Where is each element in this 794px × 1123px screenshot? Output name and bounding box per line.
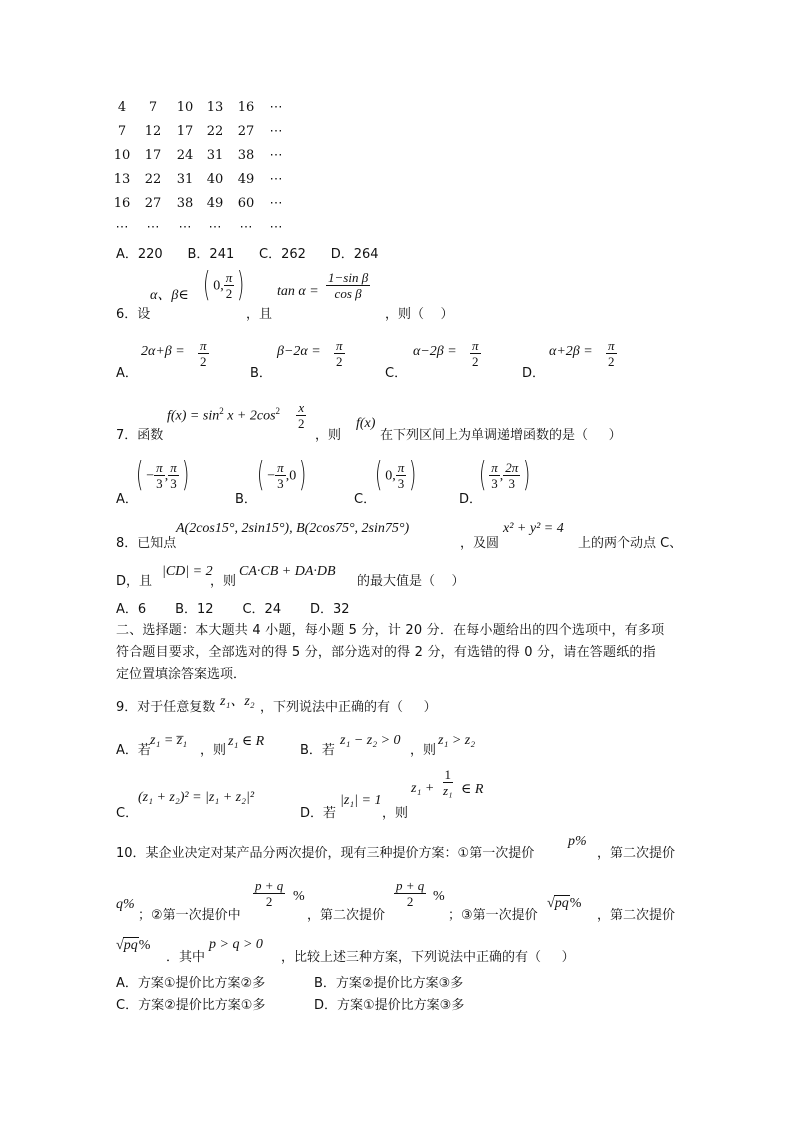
q8-prefix: 8．已知点 bbox=[116, 536, 177, 551]
q8-line2-suffix: 的最大值是（ ） bbox=[357, 574, 465, 589]
q7-func-frac: $\frac{x}{2}$ bbox=[298, 400, 305, 431]
grid-cell: 17 bbox=[144, 148, 162, 163]
grid-cell: ⋯ bbox=[269, 196, 283, 211]
grid-cell: 38 bbox=[176, 196, 194, 211]
grid-cell: 31 bbox=[206, 148, 224, 163]
q6-prefix: 6．设 bbox=[116, 307, 151, 322]
grid-cell: ⋯ bbox=[269, 124, 283, 139]
q6-option-a-label: A． bbox=[116, 366, 138, 381]
grid-cell: ⋯ bbox=[178, 220, 192, 235]
grid-cell: 22 bbox=[144, 172, 162, 187]
q10-pct-2: % bbox=[433, 889, 445, 904]
q9-a-res: z₁ ∈ R bbox=[228, 734, 265, 749]
q10-l2d: ，第二次提价 bbox=[597, 908, 676, 923]
q10-option-c: C．方案②提价比方案①多 bbox=[116, 998, 266, 1013]
section-2-line-3: 定位置填涂答案选项． bbox=[116, 667, 247, 682]
grid-cell: 10 bbox=[176, 100, 194, 115]
q6-suffix: ，则（ ） bbox=[385, 307, 454, 322]
q10-option-a: A．方案①提价比方案②多 bbox=[116, 976, 266, 991]
q9-d-label: D．若 bbox=[300, 806, 337, 821]
q10-p-pct: p% bbox=[568, 834, 587, 849]
q6-frac-num: 1−sin β bbox=[328, 270, 369, 285]
q10-l2c: ；③第一次提价 bbox=[448, 908, 538, 923]
q10-line-1-end: ，第二次提价 bbox=[597, 846, 676, 861]
q10-sqrt-1: √pq% bbox=[547, 896, 582, 911]
q10-l2a: ；②第一次提价中 bbox=[138, 908, 241, 923]
q9-b-cond: z₁ − z₂ > 0 bbox=[340, 733, 401, 748]
grid-cell: ⋯ bbox=[115, 220, 129, 235]
q6-option-d-frac: $\frac{\pi}{2}$ bbox=[608, 338, 615, 369]
q8-cd: |CD| = 2 bbox=[162, 564, 213, 579]
q8-line2-mid: ，则 bbox=[210, 574, 237, 589]
grid-cell: 13 bbox=[113, 172, 131, 187]
q10-l3a: ．其中 bbox=[166, 950, 206, 965]
q5-options: A．220 B．241 C．262 D．264 bbox=[116, 247, 379, 262]
q6-pi: π bbox=[225, 269, 233, 285]
grid-cell: 49 bbox=[237, 172, 255, 187]
q6-option-b-label: B． bbox=[250, 366, 272, 381]
q7-fx: f(x) bbox=[356, 416, 376, 431]
grid-cell: 17 bbox=[176, 124, 194, 139]
q9-c-label: C． bbox=[116, 806, 139, 821]
q6-option-b-frac: $\frac{\pi}{2}$ bbox=[336, 338, 343, 369]
q7-then: ，则 bbox=[315, 428, 342, 443]
q7-function: $f(x) = \sin^2 x + 2\cos^2$ bbox=[167, 406, 281, 424]
grid-cell: 12 bbox=[144, 124, 162, 139]
q9-vars: z₁、z₂ bbox=[220, 694, 255, 709]
grid-cell: ⋯ bbox=[146, 220, 160, 235]
grid-cell: ⋯ bbox=[269, 100, 283, 115]
q10-l2b: ，第二次提价 bbox=[307, 908, 386, 923]
q6-fraction bbox=[326, 270, 370, 301]
q9-b-then: ，则 bbox=[410, 743, 437, 758]
q7-option-d-label: D． bbox=[459, 492, 483, 507]
q6-interval: ( 0, $\frac{\pi}{2}$ ) bbox=[202, 265, 245, 305]
q10-option-d: D．方案①提价比方案③多 bbox=[314, 998, 465, 1013]
grid-cell: 60 bbox=[237, 196, 255, 211]
grid-cell: 24 bbox=[176, 148, 194, 163]
grid-cell: ⋯ bbox=[269, 172, 283, 187]
q9-d-frac: $\frac{1}{\text{z₁}}$ bbox=[443, 767, 453, 798]
q10-line-1: 10．某企业决定对某产品分两次提价，现有三种提价方案：①第一次提价 bbox=[116, 846, 535, 861]
grid-cell: 7 bbox=[117, 124, 127, 139]
q9-suffix: ，下列说法中正确的有（ ） bbox=[260, 700, 437, 715]
grid-cell: 40 bbox=[206, 172, 224, 187]
q6-option-a-frac: $\frac{\pi}{2}$ bbox=[200, 338, 207, 369]
grid-cell: 31 bbox=[176, 172, 194, 187]
q9-b-label: B．若 bbox=[300, 743, 335, 758]
q10-sqrt-2: √pq% bbox=[116, 938, 151, 953]
grid-cell: 27 bbox=[144, 196, 162, 211]
q7-option-b-interval: ( − $\frac{\pi}{3}$ ,0) bbox=[256, 455, 307, 495]
q8-circle: x² + y² = 4 bbox=[503, 521, 564, 536]
q10-option-b: B．方案②提价比方案③多 bbox=[314, 976, 464, 991]
q8-options: A．6 B．12 C．24 D．32 bbox=[116, 602, 350, 617]
q9-b-res: z₁ > z₂ bbox=[438, 733, 476, 748]
section-2-line-1: 二、选择题：本大题共 4 小题，每小题 5 分，计 20 分．在每小题给出的四个选项中，有多项 bbox=[116, 623, 665, 638]
grid-cell: 7 bbox=[148, 100, 158, 115]
q8-line2-prefix: D，且 bbox=[116, 574, 153, 589]
q9-d-lhs: z₁ + bbox=[411, 781, 435, 796]
section-2-line-2: 符合题目要求，全部选对的得 5 分，部分选对的得 2 分，有选错的得 0 分，请在答题纸的指 bbox=[116, 645, 656, 660]
q9-a-label: A．若 bbox=[116, 743, 151, 758]
grid-cell: 16 bbox=[237, 100, 255, 115]
q6-mid: ，且 bbox=[246, 307, 273, 322]
q8-mid: ，及圆 bbox=[460, 536, 500, 551]
q6-tan: tan α = bbox=[277, 284, 319, 299]
grid-cell: ⋯ bbox=[269, 148, 283, 163]
q6-option-d-expr: α+2β = bbox=[549, 344, 593, 359]
grid-cell: 49 bbox=[206, 196, 224, 211]
q6-option-c-expr: α−2β = bbox=[413, 344, 457, 359]
q6-option-c-label: C． bbox=[385, 366, 408, 381]
grid-cell: 13 bbox=[206, 100, 224, 115]
q9-c-expr: (z₁ + z₂)² = |z₁ + z₂|² bbox=[138, 790, 255, 805]
q7-option-d-interval: ( $\frac{\pi}{3}$ , $\frac{2\pi}{3}$ ) bbox=[478, 455, 531, 495]
q6-two: 2 bbox=[225, 285, 233, 301]
q10-l3b: ，比较上述三种方案，下列说法中正确的有（ ） bbox=[281, 950, 575, 965]
q9-a-cond: z₁ = z̅₁ bbox=[150, 733, 188, 748]
q9-a-then: ，则 bbox=[200, 743, 227, 758]
q7-option-a-interval: ( − $\frac{\pi}{3}$ , $\frac{\pi}{3}$ ) bbox=[135, 455, 189, 495]
q8-expr: CA·CB + DA·DB bbox=[239, 564, 336, 579]
q6-option-c-frac: $\frac{\pi}{2}$ bbox=[472, 338, 479, 369]
grid-cell: 22 bbox=[206, 124, 224, 139]
q6-interval-lo: 0, bbox=[213, 278, 224, 294]
q6-cond-vars: α、β∈ bbox=[150, 288, 189, 303]
q7-option-c-label: C． bbox=[354, 492, 377, 507]
q10-cond: p > q > 0 bbox=[209, 937, 263, 952]
grid-cell: 27 bbox=[237, 124, 255, 139]
grid-cell: 4 bbox=[117, 100, 127, 115]
grid-cell: 16 bbox=[113, 196, 131, 211]
q8-points: A(2cos15°, 2sin15°), B(2cos75°, 2sin75°) bbox=[176, 521, 410, 536]
q7-prefix: 7．函数 bbox=[116, 428, 164, 443]
q10-frac-2: $\frac{p + q}{2}$ bbox=[396, 878, 425, 909]
q10-frac-1: $\frac{p + q}{2}$ bbox=[255, 878, 284, 909]
q7-suffix: 在下列区间上为单调递增函数的是（ ） bbox=[380, 428, 622, 443]
grid-cell: ⋯ bbox=[239, 220, 253, 235]
q7-option-b-label: B． bbox=[235, 492, 257, 507]
q8-suffix: 上的两个动点 C、 bbox=[578, 536, 683, 551]
q6-option-d-label: D． bbox=[522, 366, 546, 381]
q9-prefix: 9．对于任意复数 bbox=[116, 700, 216, 715]
grid-cell: 10 bbox=[113, 148, 131, 163]
q9-d-cond: |z₁| = 1 bbox=[340, 793, 382, 808]
grid-cell: 38 bbox=[237, 148, 255, 163]
q7-option-a-label: A． bbox=[116, 492, 138, 507]
q9-d-then: ，则 bbox=[382, 806, 409, 821]
q6-frac-den: cos β bbox=[334, 286, 362, 301]
q6-option-b-expr: β−2α = bbox=[277, 344, 321, 359]
q7-option-c-interval: ( 0, $\frac{\pi}{3}$ ) bbox=[374, 455, 417, 495]
grid-cell: ⋯ bbox=[269, 220, 283, 235]
grid-cell: ⋯ bbox=[208, 220, 222, 235]
q10-pct-1: % bbox=[293, 889, 305, 904]
q6-option-a-expr: 2α+β = bbox=[141, 344, 185, 359]
q10-q-pct: q% bbox=[116, 897, 135, 912]
q9-d-rhs: ∈ R bbox=[461, 782, 484, 797]
